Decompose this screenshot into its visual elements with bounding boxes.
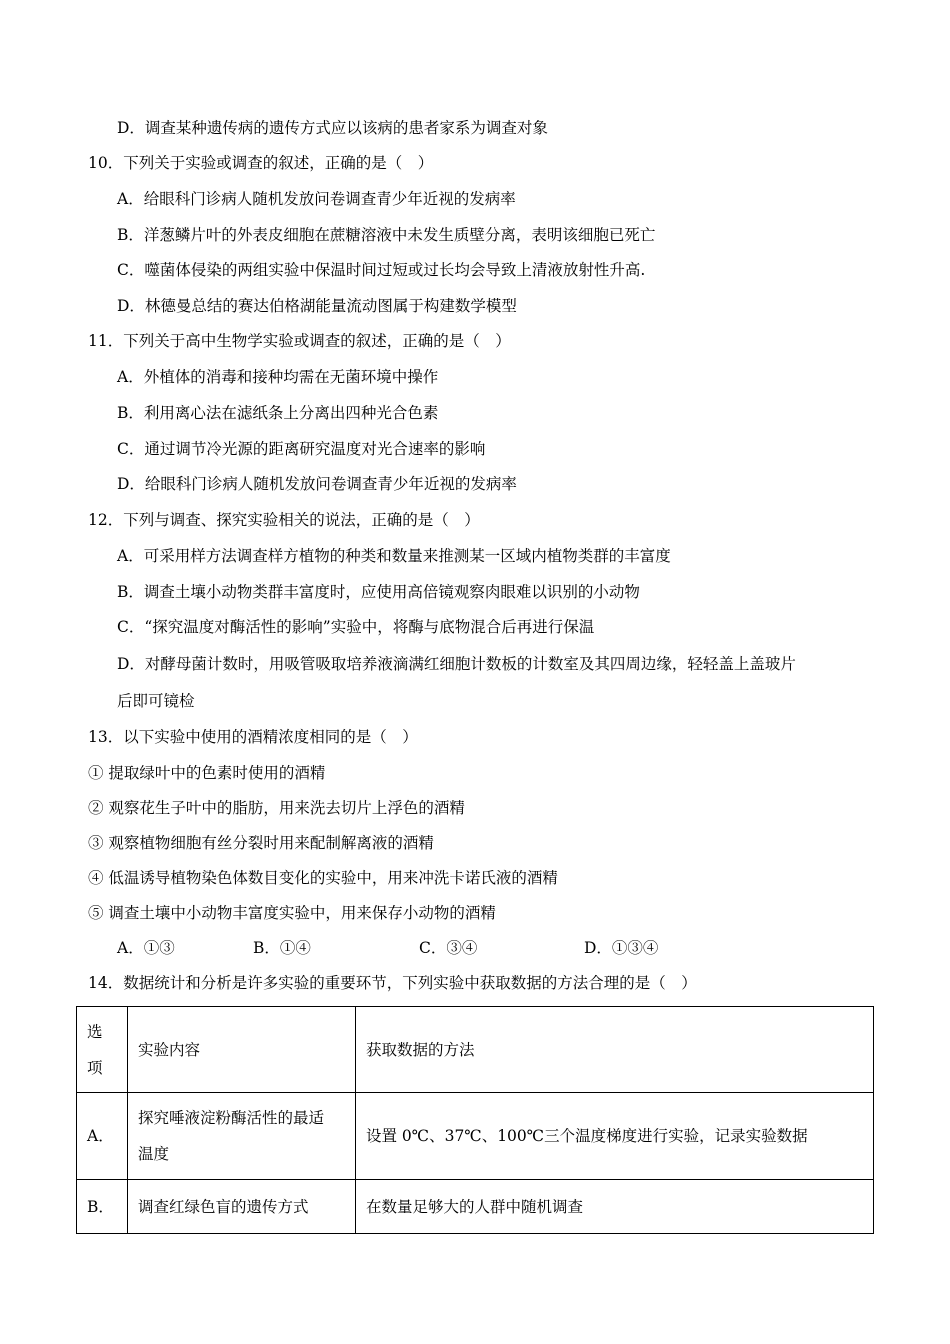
- header-option-line1: 选: [87, 1022, 103, 1041]
- row-b-method: 在数量足够大的人群中随机调查: [356, 1180, 874, 1234]
- row-a-content-line1: 探究唾液淀粉酶活性的最适: [138, 1109, 325, 1127]
- row-a-label: A．: [77, 1093, 128, 1180]
- q13-item-2: ② 观察花生子叶中的脂肪，用来洗去切片上浮色的酒精: [88, 799, 465, 817]
- q12-option-b: B．调查土壤小动物类群丰富度时，应使用高倍镜观察肉眼难以识别的小动物: [117, 583, 640, 601]
- header-method-cell: 获取数据的方法: [356, 1007, 874, 1093]
- q10-option-d: D．林德曼总结的赛达伯格湖能量流动图属于构建数学模型: [117, 297, 517, 315]
- header-option-line2: 项: [87, 1058, 103, 1077]
- q9-option-d: D．调查某种遗传病的遗传方式应以该病的患者家系为调查对象: [117, 119, 548, 137]
- q12-option-d: D．对酵母菌计数时，用吸管吸取培养液滴满红细胞计数板的计数室及其四周边缘，轻轻盖上盖玻片: [117, 655, 796, 673]
- q13-item-5: ⑤ 调查土壤中小动物丰富度实验中，用来保存小动物的酒精: [88, 904, 496, 922]
- header-content-cell: 实验内容: [128, 1007, 356, 1093]
- q10-option-a: A．给眼科门诊病人随机发放问卷调查青少年近视的发病率: [117, 190, 516, 208]
- q11-option-c: C．通过调节冷光源的距离研究温度对光合速率的影响: [117, 440, 486, 458]
- q13-choice-c: C．③④: [419, 939, 478, 957]
- question-11: 11．下列关于高中生物学实验或调查的叙述，正确的是（ ）: [88, 332, 511, 350]
- q13-item-4: ④ 低温诱导植物染色体数目变化的实验中，用来冲洗卡诺氏液的酒精: [88, 869, 558, 887]
- q13-item-3: ③ 观察植物细胞有丝分裂时用来配制解离液的酒精: [88, 834, 434, 852]
- row-b-label: B．: [77, 1180, 128, 1234]
- table-row: [77, 1180, 874, 1234]
- row-a-method: 设置 0℃、37℃、100℃三个温度梯度进行实验，记录实验数据: [356, 1093, 874, 1180]
- q12-option-a: A．可采用样方法调查样方植物的种类和数量来推测某一区域内植物类群的丰富度: [117, 547, 671, 565]
- question-14: 14．数据统计和分析是许多实验的重要环节，下列实验中获取数据的方法合理的是（ ）: [88, 974, 697, 992]
- q13-item-1: ① 提取绿叶中的色素时使用的酒精: [88, 764, 326, 782]
- q12-option-d-continued: 后即可镜检: [117, 692, 195, 710]
- row-a-content-cell: [128, 1093, 356, 1180]
- q13-choice-d: D．①③④: [584, 939, 659, 957]
- q14-data-table: [76, 1006, 874, 1234]
- q13-choice-b: B．①④: [253, 939, 311, 957]
- question-10: 10．下列关于实验或调查的叙述，正确的是（ ）: [88, 154, 434, 172]
- row-a-content-line2: 温度: [138, 1145, 170, 1163]
- q13-choice-a: A．①③: [117, 939, 175, 957]
- q12-option-c: C．“探究温度对酶活性的影响”实验中，将酶与底物混合后再进行保温: [117, 618, 595, 636]
- header-option-cell: [77, 1007, 128, 1093]
- q10-option-c: C．噬菌体侵染的两组实验中保温时间过短或过长均会导致上清液放射性升高.: [117, 261, 646, 279]
- q11-option-d: D．给眼科门诊病人随机发放问卷调查青少年近视的发病率: [117, 475, 517, 493]
- q11-option-a: A．外植体的消毒和接种均需在无菌环境中操作: [117, 368, 439, 386]
- table-header-row: [77, 1007, 874, 1093]
- q11-option-b: B．利用离心法在滤纸条上分离出四种光合色素: [117, 404, 439, 422]
- table-row: [77, 1093, 874, 1180]
- question-13: 13．以下实验中使用的酒精浓度相同的是（ ）: [88, 728, 418, 746]
- row-b-content: 调查红绿色盲的遗传方式: [128, 1180, 356, 1234]
- question-12: 12．下列与调查、探究实验相关的说法，正确的是（ ）: [88, 511, 480, 529]
- q10-option-b: B．洋葱鳞片叶的外表皮细胞在蔗糖溶液中未发生质壁分离，表明该细胞已死亡: [117, 226, 656, 244]
